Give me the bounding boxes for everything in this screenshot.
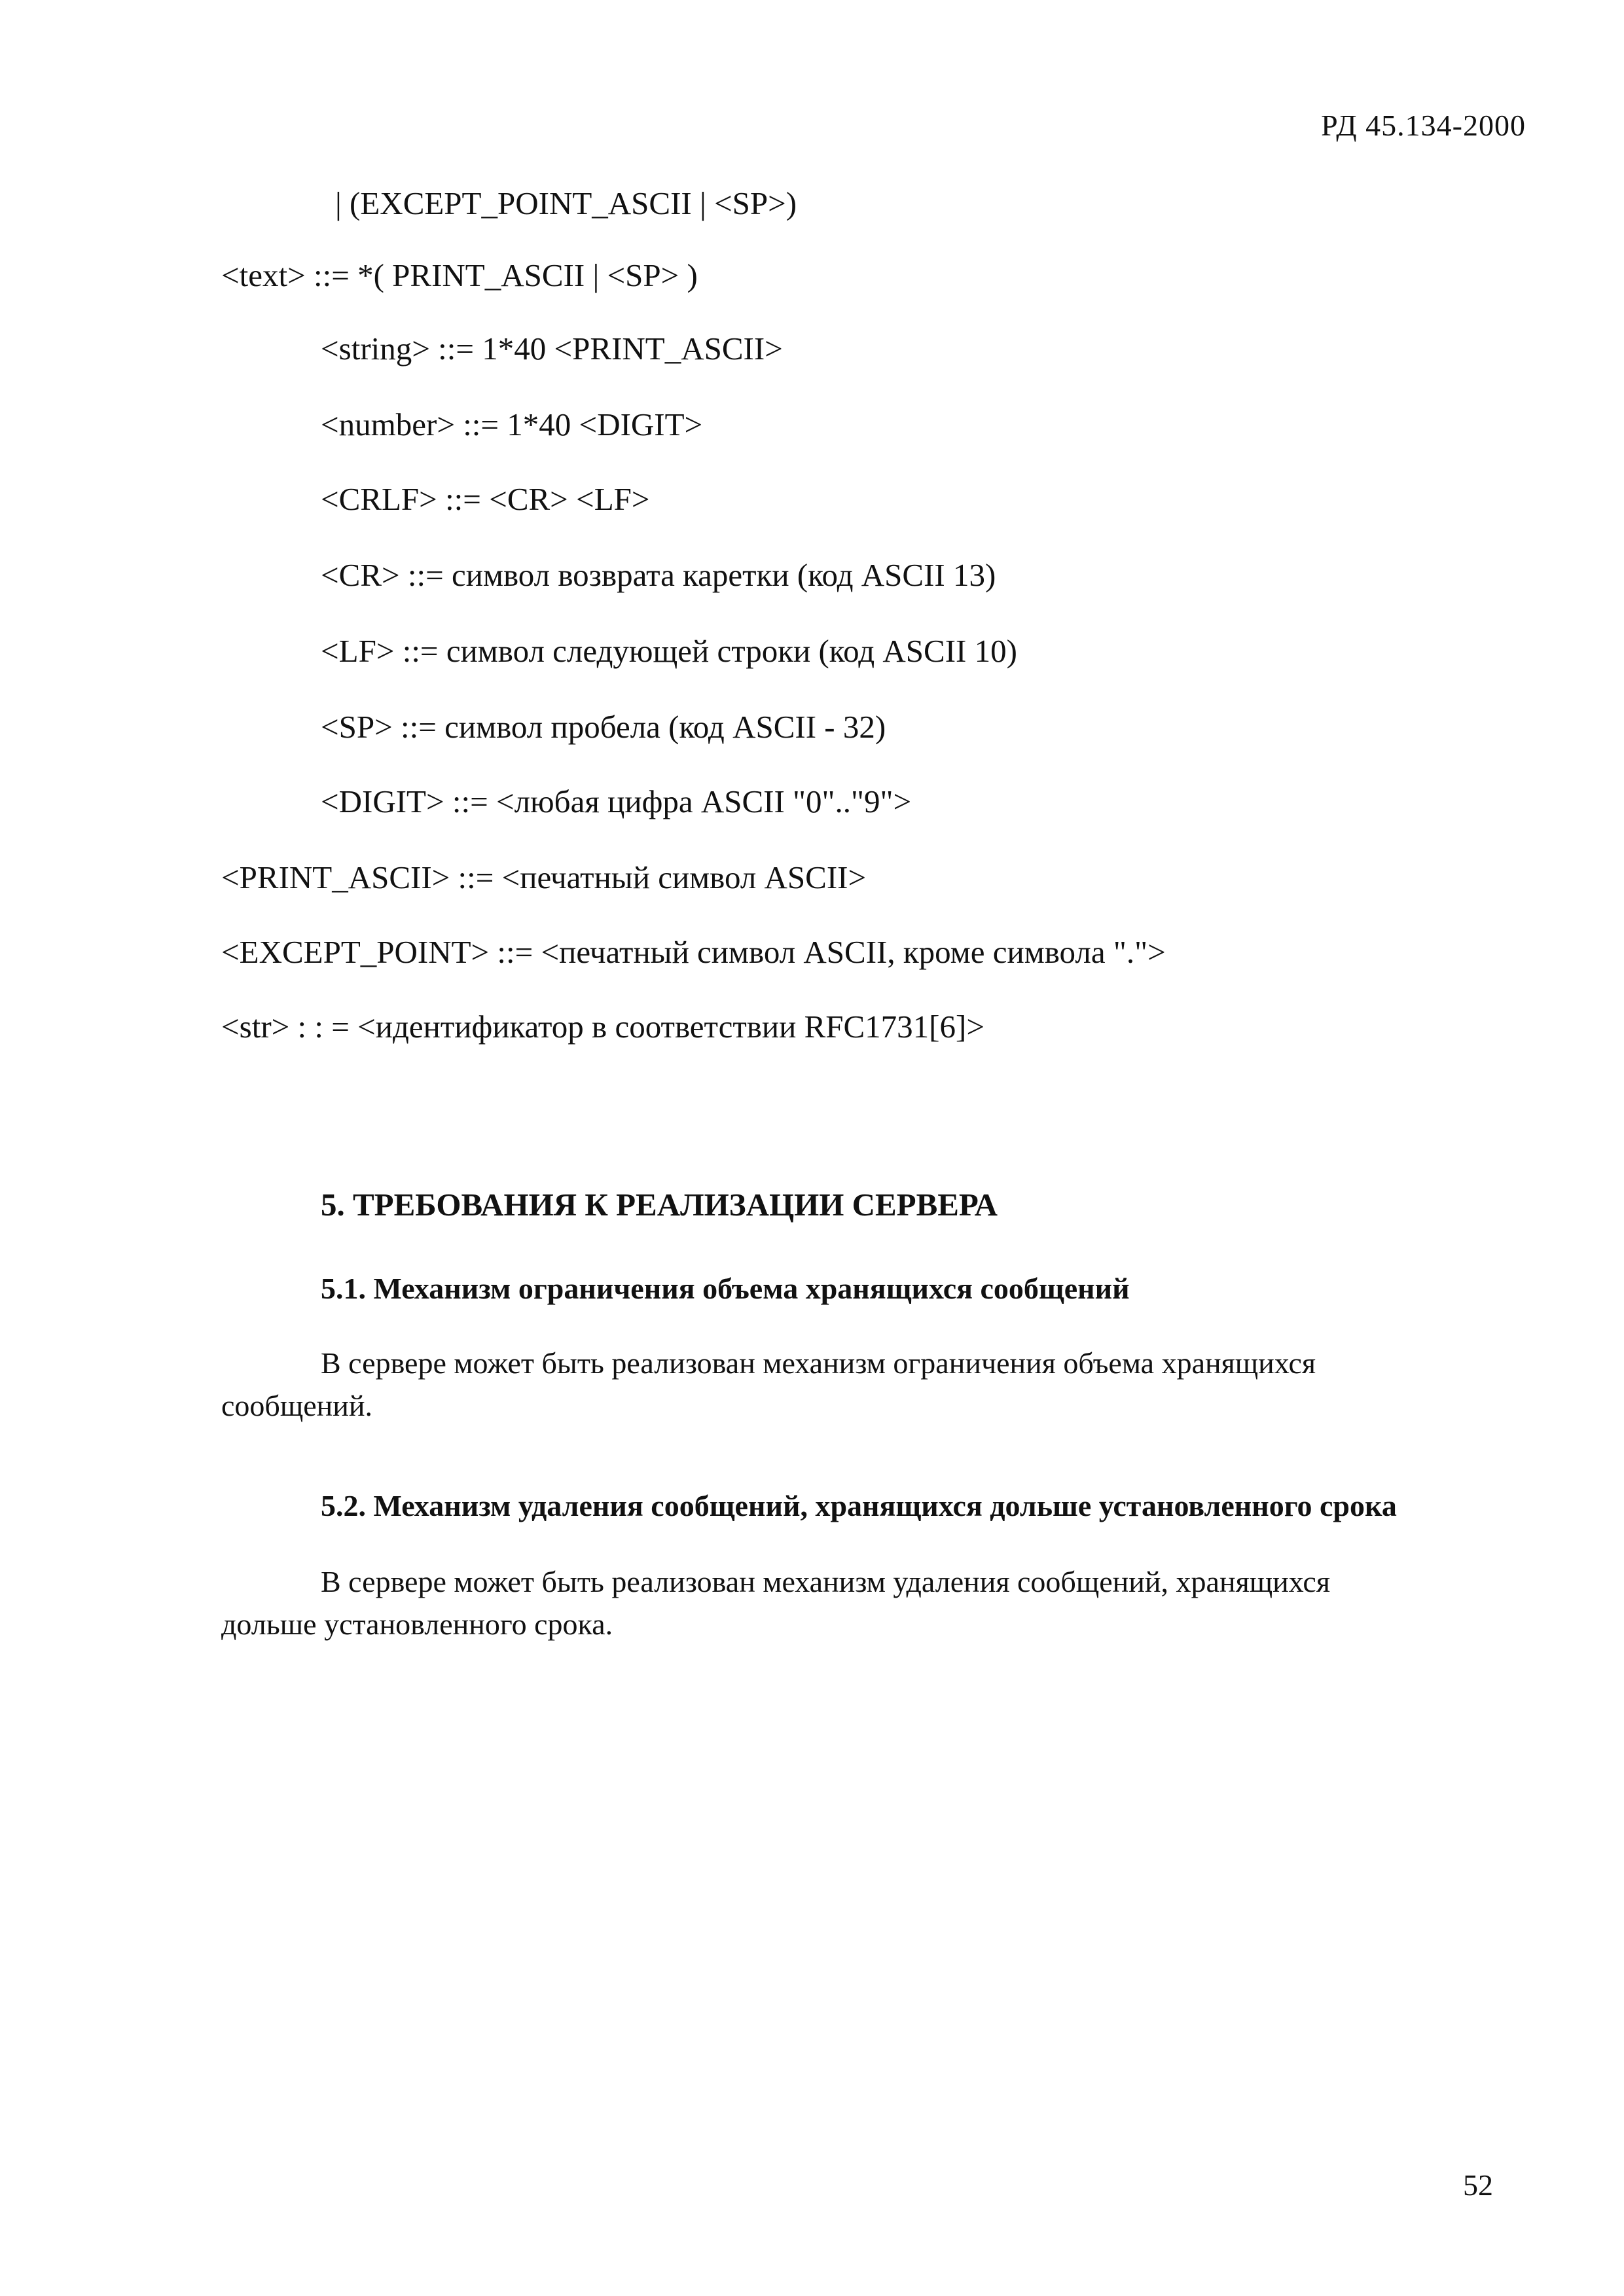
grammar-line: <EXCEPT_POINT> ::= <печатный символ ASCII, кроме символа "."> (221, 934, 1166, 970)
grammar-line: <CRLF> ::= <CR> <LF> (321, 481, 650, 517)
grammar-line: <SP> ::= символ пробела (код ASCII - 32) (321, 709, 886, 745)
subsection-title: 5.2. Механизм удаления сообщений, хранящихся дольше установленного срока (321, 1489, 1397, 1522)
section-title: 5. ТРЕБОВАНИЯ К РЕАЛИЗАЦИИ СЕРВЕРА (321, 1187, 998, 1223)
grammar-line: <DIGIT> ::= <любая цифра ASCII "0".."9"> (321, 783, 912, 819)
paragraph-line: сообщений. (221, 1389, 373, 1422)
grammar-line: <str> : : = <идентификатор в соответствии RFC1731[6]> (221, 1009, 984, 1045)
document-id: РД 45.134-2000 (1321, 109, 1526, 142)
grammar-line: <string> ::= 1*40 <PRINT_ASCII> (321, 331, 783, 367)
page-number: 52 (1463, 2168, 1493, 2202)
grammar-line: <number> ::= 1*40 <DIGIT> (321, 406, 703, 442)
grammar-line: <text> ::= *( PRINT_ASCII | <SP> ) (221, 257, 698, 293)
paragraph-line: В сервере может быть реализован механизм удаления сообщений, хранящихся (321, 1565, 1331, 1598)
paragraph-line: В сервере может быть реализован механизм ограничения объема хранящихся (321, 1346, 1316, 1380)
paragraph (221, 1560, 1530, 1645)
grammar-line: <PRINT_ASCII> ::= <печатный символ ASCII> (221, 859, 867, 895)
subsection-title: 5.1. Механизм ограничения объема хранящихся сообщений (321, 1272, 1130, 1305)
grammar-line: | (EXCEPT_POINT_ASCII | <SP>) (335, 185, 797, 221)
paragraph-line: дольше установленного срока. (221, 1607, 613, 1641)
grammar-line: <CR> ::= символ возврата каретки (код ASCII 13) (321, 557, 996, 593)
paragraph (221, 1342, 1530, 1427)
grammar-line: <LF> ::= символ следующей строки (код ASCII 10) (321, 633, 1017, 669)
